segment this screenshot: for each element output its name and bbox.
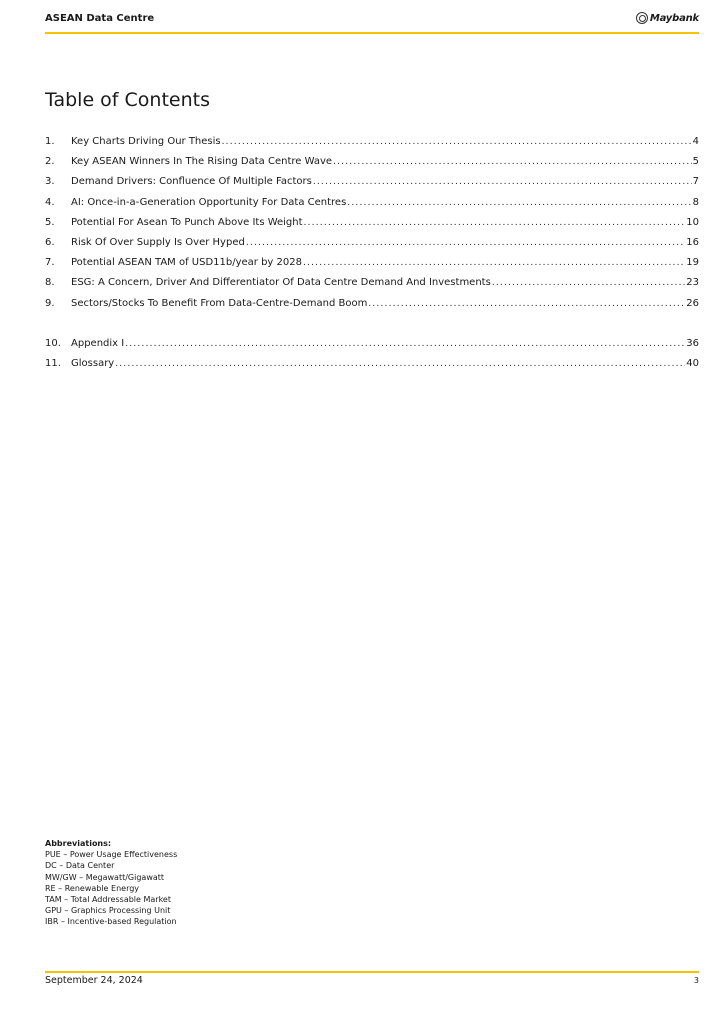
page-number: 3 <box>693 976 699 985</box>
page-header <box>45 12 699 34</box>
toc-entry-title[interactable]: ESG: A Concern, Driver And Differentiator Of Data Centre Demand And Investments <box>71 277 491 289</box>
brand-name: Maybank <box>649 12 699 24</box>
page-footer <box>45 971 699 986</box>
dot-leader <box>303 255 685 265</box>
abbreviation-item: DC – Data Center <box>45 861 115 871</box>
dot-leader <box>222 134 692 144</box>
toc-entry-page[interactable]: 26 <box>686 297 699 309</box>
toc-entry[interactable] <box>45 356 699 376</box>
toc-entry[interactable] <box>45 154 699 174</box>
toc-list <box>45 134 699 376</box>
toc-entry[interactable] <box>45 235 699 255</box>
abbreviations-title: Abbreviations: <box>45 839 112 848</box>
toc-entry[interactable] <box>45 134 699 154</box>
abbreviations-box <box>45 838 177 928</box>
toc-entry[interactable] <box>45 255 699 275</box>
toc-entry-number: 3. <box>45 176 55 188</box>
toc-entry[interactable] <box>45 195 699 215</box>
toc-entry-title[interactable]: Key Charts Driving Our Thesis <box>71 136 221 147</box>
dot-leader <box>368 296 685 306</box>
toc-entry[interactable] <box>45 336 699 356</box>
dot-leader <box>115 356 685 366</box>
toc-entry-number: 9. <box>45 297 55 309</box>
toc-entry-number: 1. <box>45 136 55 147</box>
toc-entry-page[interactable]: 8 <box>692 196 699 208</box>
toc-entry-title[interactable]: Risk Of Over Supply Is Over Hyped <box>71 236 245 248</box>
toc-entry-title[interactable]: Sectors/Stocks To Benefit From Data-Centre-Demand Boom <box>71 297 368 309</box>
toc-entry-page[interactable]: 23 <box>686 277 699 289</box>
toc-entry-number: 2. <box>45 156 55 168</box>
toc-entry[interactable] <box>45 215 699 235</box>
toc-entry-title[interactable]: AI: Once-in-a-Generation Opportunity For Data Centres <box>71 196 347 208</box>
toc-entry-page[interactable]: 7 <box>692 176 699 188</box>
dot-leader <box>492 275 685 285</box>
toc-entry-page[interactable]: 16 <box>686 236 699 248</box>
toc-entry[interactable] <box>45 275 699 295</box>
toc-entry-number: 4. <box>45 196 55 208</box>
dot-leader <box>125 336 685 346</box>
abbreviation-item: MW/GW – Megawatt/Gigawatt <box>45 872 165 882</box>
toc-entry[interactable] <box>45 174 699 194</box>
dot-leader <box>333 154 692 164</box>
abbreviation-item: GPU – Graphics Processing Unit <box>45 906 171 916</box>
abbreviation-item: IBR – Incentive-based Regulation <box>45 917 177 927</box>
toc-entry-number: 6. <box>45 236 55 248</box>
maybank-logo-icon <box>636 12 648 24</box>
dot-leader <box>347 195 691 205</box>
toc-entry-title[interactable]: Key ASEAN Winners In The Rising Data Centre Wave <box>71 156 333 168</box>
toc-entry-title[interactable]: Potential For Asean To Punch Above Its Weight <box>71 216 303 228</box>
dot-leader <box>304 215 686 225</box>
toc-entry-number: 8. <box>45 277 55 289</box>
toc-entry[interactable] <box>45 296 699 316</box>
toc-entry-title[interactable]: Potential ASEAN TAM of USD11b/year by 2028 <box>71 257 302 269</box>
brand-logo <box>636 12 699 24</box>
abbreviation-item: PUE – Power Usage Effectiveness <box>45 850 178 860</box>
report-title: ASEAN Data Centre <box>45 13 155 24</box>
toc-entry-page[interactable]: 4 <box>692 136 699 147</box>
dot-leader <box>313 174 692 184</box>
abbreviation-item: RE – Renewable Energy <box>45 883 140 893</box>
toc-entry-title[interactable]: Appendix I <box>71 337 125 349</box>
toc-entry-page[interactable]: 19 <box>686 257 699 269</box>
publication-date: September 24, 2024 <box>45 975 143 986</box>
toc-entry-number: 11. <box>45 357 61 369</box>
toc-entry-number: 10. <box>45 337 61 349</box>
toc-heading: Table of Contents <box>45 89 210 111</box>
toc-entry-page[interactable]: 40 <box>686 357 699 369</box>
toc-entry-page[interactable]: 36 <box>686 337 699 349</box>
dot-leader <box>246 235 685 245</box>
toc-entry-title[interactable]: Glossary <box>71 357 115 369</box>
abbreviation-item: TAM – Total Addressable Market <box>45 895 171 905</box>
toc-entry-number: 5. <box>45 216 55 228</box>
toc-entry-number: 7. <box>45 257 55 269</box>
toc-entry-page[interactable]: 5 <box>692 156 699 168</box>
toc-entry-page[interactable]: 10 <box>686 216 699 228</box>
toc-entry-title[interactable]: Demand Drivers: Confluence Of Multiple Factors <box>71 176 312 188</box>
